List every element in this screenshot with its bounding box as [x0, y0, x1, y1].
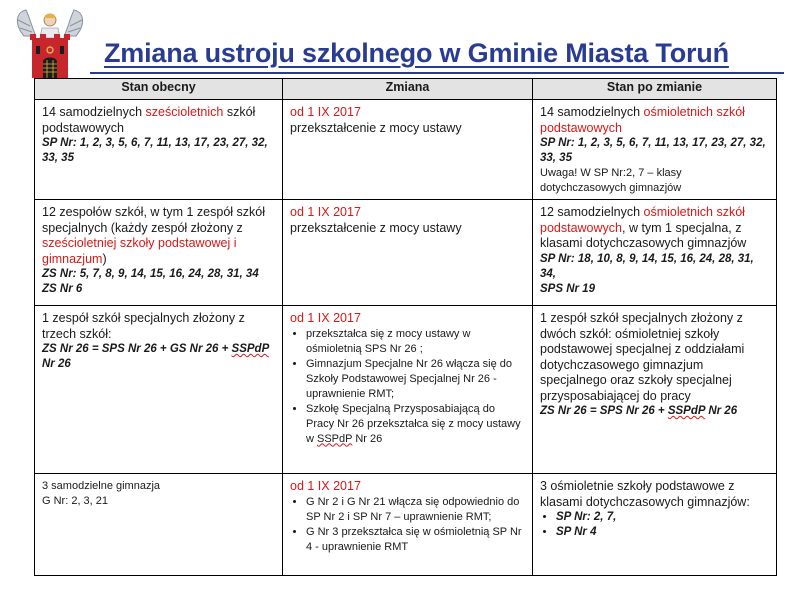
column-header-current: Stan obecny — [35, 79, 283, 100]
school-number-list: SP Nr: 1, 2, 3, 5, 6, 7, 11, 13, 17, 23, 27, 32, 33, 35 — [42, 137, 268, 164]
cell-text: 3 ośmioletnie szkoły podstawowe z klasami dotychczasowych gimnazjów: — [540, 479, 750, 509]
cell-text: 1 zespół szkół specjalnych złożony z trzech szkół: — [42, 311, 245, 341]
school-number-list: SPS Nr 19 — [540, 282, 595, 295]
list-part: Nr 26 — [42, 358, 71, 370]
school-number-list: ZS Nr 6 — [42, 283, 83, 295]
cell-current — [35, 474, 283, 576]
list-part: ZS Nr 26 = SPS Nr 26 + — [540, 405, 668, 417]
school-number-list: ZS Nr: 5, 7, 8, 9, 14, 15, 16, 24, 28, 31, 34 — [42, 268, 259, 280]
cell-change — [283, 474, 533, 576]
cell-change — [283, 306, 533, 474]
cell-text: 1 zespół szkół specjalnych złożony z dwóch szkół: ośmioletniej szkoły podstawowej specjalnej z oddziałami dotychczasowego gimnazjum specjalnego oraz szkoły specjalnej przysposabiającej do pracy — [540, 311, 745, 403]
cell-text: 3 samodzielne gimnazja — [42, 480, 161, 492]
cell-text: 14 samodzielnych — [540, 105, 644, 119]
list-item: • Gimnazjum Specjalne Nr 26 włącza się do Szkoły Podstawowej Specjalnej Nr 26 - uprawnienie RMT; — [306, 357, 525, 402]
list-part: Nr 26 — [352, 432, 383, 445]
change-date: od 1 IX 2017 — [290, 311, 361, 325]
school-number-list — [540, 404, 769, 419]
change-date: od 1 IX 2017 — [290, 205, 361, 219]
page-title: Zmiana ustroju szkolnego w Gminie Miasta Toruń — [104, 38, 729, 68]
cell-text: 12 samodzielnych — [540, 205, 644, 219]
cell-text: 12 zespołów szkół, w tym 1 zespół szkół specjalnych (każdy zespół złożony z — [42, 205, 266, 235]
list-item: • SP Nr: 2, 7, — [556, 510, 769, 525]
table-row — [35, 200, 777, 306]
school-reform-table — [34, 78, 777, 576]
list-item: • SP Nr 4 — [556, 525, 769, 540]
column-header-change: Zmiana — [283, 79, 533, 100]
list-part: Nr 26 — [705, 405, 738, 417]
change-text: przekształcenie z mocy ustawy — [290, 220, 462, 235]
cell-highlight: ośmioletnich szkół podstawowych — [540, 105, 745, 135]
change-bullets — [290, 327, 525, 447]
change-date: od 1 IX 2017 — [290, 479, 361, 493]
table-row — [35, 100, 777, 200]
table-row — [35, 474, 777, 576]
school-number-list: SP Nr: 1, 2, 3, 5, 6, 7, 11, 13, 17, 23, 27, 32, 33, 35 — [540, 137, 766, 164]
cell-text: , w tym 1 specjalna, z klasami dotychczasowych gimnazjów — [540, 220, 747, 250]
school-number-list: G Nr: 2, 3, 21 — [42, 495, 109, 507]
cell-note: Uwaga! W SP Nr:2, 7 – klasy dotychczasowych gimnazjów — [540, 167, 682, 194]
school-number-list — [42, 342, 275, 372]
cell-after — [533, 100, 777, 200]
cell-current — [35, 200, 283, 306]
cell-change — [283, 200, 533, 306]
cell-text: 14 samodzielnych — [42, 105, 146, 119]
change-bullets — [290, 495, 525, 555]
list-abbrev: SSPdP — [667, 405, 706, 417]
cell-after — [533, 200, 777, 306]
list-part: ZS Nr 26 = SPS Nr 26 + GS Nr 26 + — [42, 343, 232, 355]
list-abbrev: SSPdP — [231, 343, 269, 355]
list-item: • G Nr 2 i G Nr 21 włącza się odpowiednio do SP Nr 2 i SP Nr 7 – uprawnienie RMT; — [306, 495, 525, 525]
cell-highlight: ośmioletnich szkół podstawowych — [540, 205, 745, 235]
cell-highlight: sześcioletnich — [145, 105, 224, 119]
cell-text: ) — [102, 251, 107, 266]
list-item — [306, 402, 525, 447]
change-date: od 1 IX 2017 — [290, 105, 361, 119]
table-row — [35, 306, 777, 474]
list-item: • przekształca się z mocy ustawy w ośmioletnią SPS Nr 26 ; — [306, 327, 525, 357]
change-text: przekształcenie z mocy ustawy — [290, 120, 462, 135]
cell-text: szkół podstawowych — [42, 105, 256, 135]
list-abbrev: SSPdP — [317, 432, 353, 445]
cell-change — [283, 100, 533, 200]
cell-after — [533, 474, 777, 576]
cell-current — [35, 100, 283, 200]
list-part: Szkołę Specjalną Przysposabiającą do Pracy Nr 26 przekształca się z mocy ustawy w — [306, 402, 521, 445]
column-header-after: Stan po zmianie — [533, 79, 777, 100]
after-bullets — [540, 510, 769, 540]
school-number-list: SP Nr: 18, 10, 8, 9, 14, 15, 16, 24, 28, 31, 34, — [540, 252, 754, 280]
table-header-row — [35, 79, 777, 100]
title-divider — [90, 72, 784, 74]
list-item: • G Nr 3 przekształca się w ośmioletnią SP Nr 4 - uprawnienie RMT — [306, 525, 525, 555]
cell-after — [533, 306, 777, 474]
cell-highlight: sześcioletniej szkoły podstawowej i gimnazjum — [42, 236, 237, 266]
cell-current — [35, 306, 283, 474]
torun-coat-of-arms-logo — [10, 6, 90, 86]
